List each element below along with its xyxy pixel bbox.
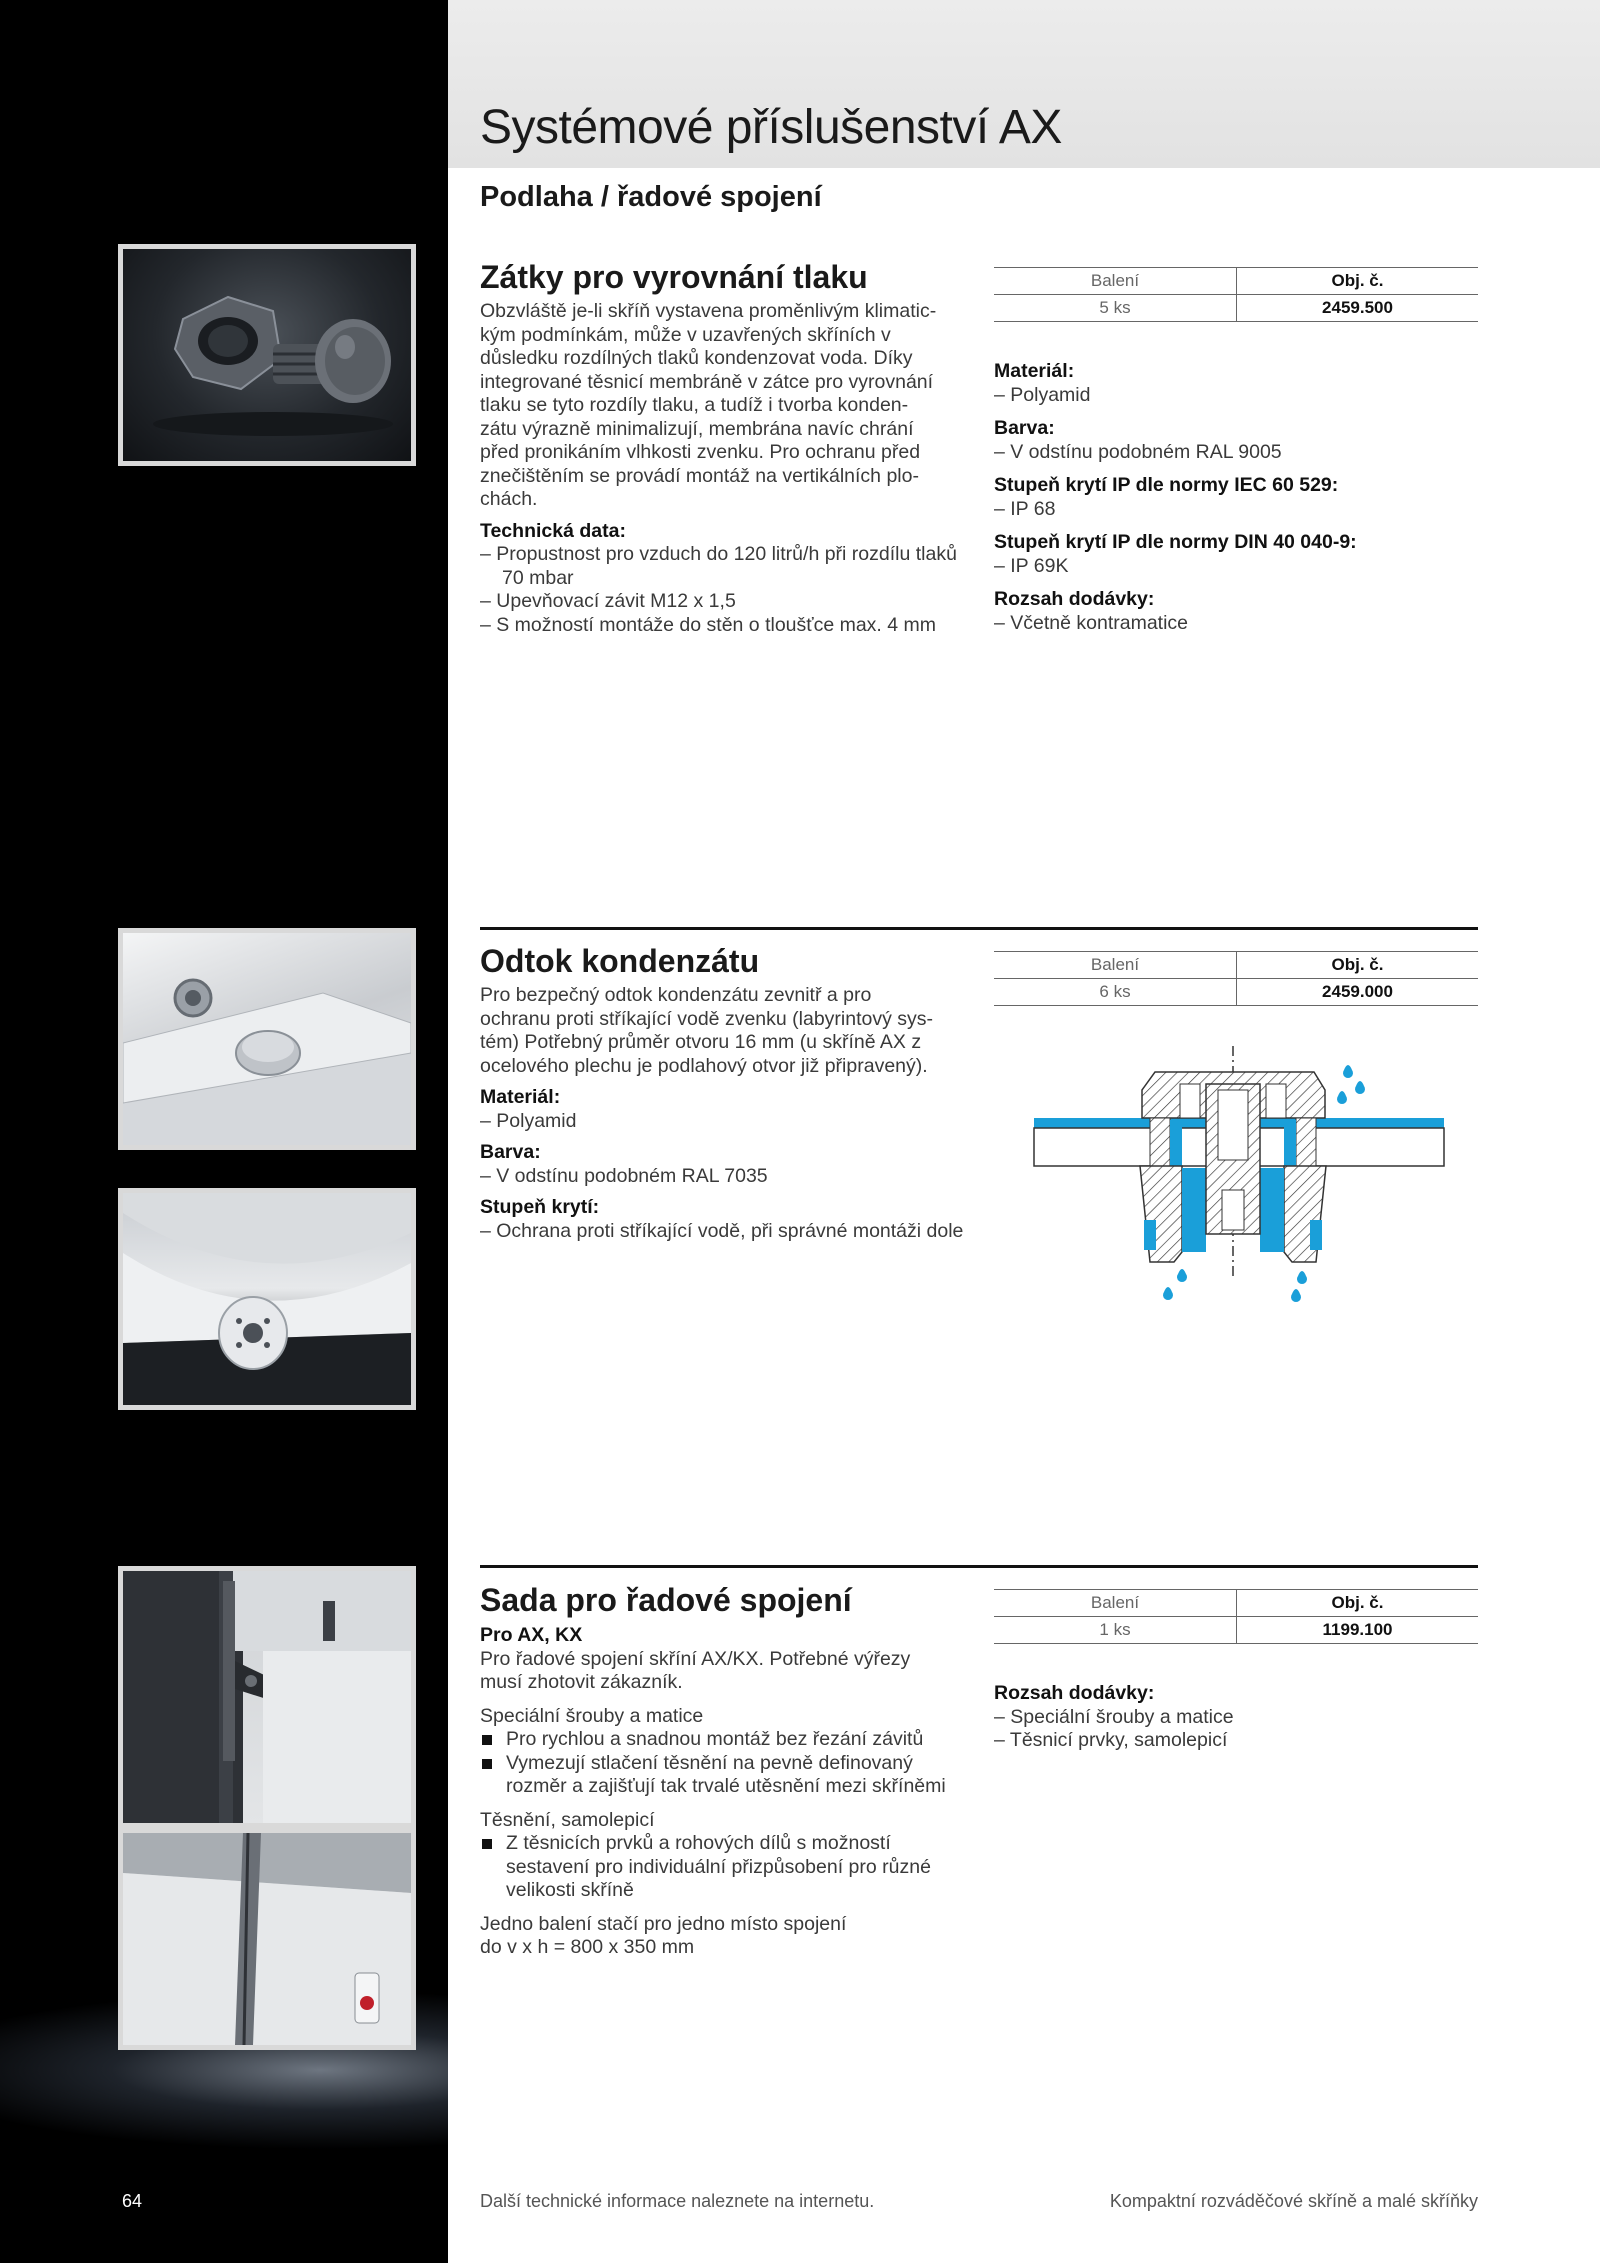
- desc-line: důsledku rozdílných tlaků kondenzovat voda. Díky: [480, 347, 913, 369]
- spec-heading: Materiál:: [994, 360, 1075, 382]
- order-table-baying-kit: [994, 1589, 1478, 1644]
- desc-line: znečištěním se provádí montáž na vertikálních plo-: [480, 464, 919, 487]
- section-title-pressure-plugs: Zátky pro vyrovnání tlaku: [480, 259, 868, 295]
- spec-heading: Barva:: [480, 1141, 541, 1163]
- col-header-pack: Balení: [994, 268, 1237, 295]
- pack-value: 1 ks: [994, 1617, 1237, 1644]
- footer-left-note: Další technické informace naleznete na internetu.: [480, 2191, 875, 2211]
- col-header-pack: Balení: [994, 1590, 1237, 1617]
- desc-line: ocelového plechu je podlahový otvor již připravený).: [480, 1054, 928, 1077]
- spec-heading: Rozsah dodávky:: [994, 588, 1155, 610]
- desc-line: zátu výrazně minimalizují, membrána navíc chrání: [480, 417, 914, 440]
- spec-heading: Stupeň krytí IP dle normy IEC 60 529:: [994, 474, 1339, 496]
- desc-line: chách.: [480, 488, 538, 510]
- scope-item: – Speciální šrouby a matice: [994, 1705, 1234, 1728]
- baying-kit-illustration-2: [123, 1833, 411, 2045]
- section-divider: [480, 927, 1478, 930]
- closing-line: do v x h = 800 x 350 mm: [480, 1936, 695, 1958]
- condensate-drain-photo-2: [118, 1188, 416, 1410]
- section-text-condensate-drain: [480, 984, 964, 1243]
- desc-line: ochranu proti stříkající vodě zvenku (labyrintový sys-: [480, 1007, 934, 1030]
- spec-heading: Stupeň krytí:: [480, 1196, 600, 1218]
- baying-subheading: Pro AX, KX: [480, 1624, 583, 1646]
- condensate-drain-illustration-1: [123, 933, 411, 1145]
- scope-item: – Těsnicí prvky, samolepicí: [994, 1729, 1228, 1751]
- bullet-item: Z těsnicích prvků a rohových dílů s možností sestavení pro individuální přizpůsobení pro různé velikosti skříně: [480, 1832, 956, 1903]
- spec-value: – Včetně kontramatice: [994, 611, 1189, 634]
- page-title: Systémové příslušenství AX: [480, 101, 1062, 154]
- spec-value: – V odstínu podobném RAL 7035: [480, 1164, 768, 1187]
- group-title: Speciální šrouby a matice: [480, 1704, 704, 1727]
- baying-kit-photo-2: [118, 1828, 416, 2050]
- bullet-item: Pro rychlou a snadnou montáž bez řezání závitů: [480, 1728, 980, 1752]
- section-text-baying-kit: [480, 1624, 980, 1960]
- baying-kit-illustration-1: [123, 1571, 411, 1823]
- intro-line: Pro řadové spojení skříní AX/KX. Potřebné výřezy: [480, 1647, 911, 1670]
- desc-line: tlaku se tyto rozdíly tlaku, a tudíž i tvorba konden-: [480, 394, 909, 416]
- col-header-order: Obj. č.: [1237, 268, 1479, 295]
- tech-item: – Upevňovací závit M12 x 1,5: [480, 590, 736, 612]
- tech-item: – S možností montáže do stěn o tloušťce max. 4 mm: [480, 613, 937, 636]
- intro-line: musí zhotovit zákazník.: [480, 1671, 683, 1693]
- page-number: 64: [122, 2191, 143, 2211]
- col-header-pack: Balení: [994, 952, 1237, 979]
- spec-heading: Barva:: [994, 417, 1055, 439]
- pack-value: 6 ks: [994, 979, 1237, 1006]
- spec-heading: Materiál:: [480, 1086, 561, 1108]
- tech-heading: Technická data:: [480, 519, 626, 542]
- pack-value: 5 ks: [994, 295, 1237, 322]
- spec-value: – Ochrana proti stříkající vodě, při správné montáži dole: [480, 1219, 964, 1242]
- pressure-plug-illustration: [123, 249, 411, 461]
- page-subtitle: Podlaha / řadové spojení: [480, 181, 822, 213]
- spec-heading: Stupeň krytí IP dle normy DIN 40 040-9:: [994, 531, 1357, 553]
- footer-right-note: Kompaktní rozváděčové skříně a malé skříňky: [1109, 2191, 1478, 2211]
- spec-value: – Polyamid: [994, 383, 1091, 406]
- col-header-order: Obj. č.: [1237, 952, 1479, 979]
- condensate-drain-cross-section: [1028, 1040, 1448, 1310]
- bullet-item: Vymezují stlačení těsnění na pevně definovaný rozměr a zajišťují tak trvalé utěsnění mezi skříněmi: [480, 1752, 976, 1799]
- scope-baying-kit: [994, 1672, 1478, 1753]
- desc-line: integrované těsnicí membráně v zátce pro vyrovnání: [480, 370, 934, 393]
- section-title-condensate-drain: Odtok kondenzátu: [480, 943, 760, 979]
- desc-line: před pronikáním vlhkosti zvenku. Pro ochranu před: [480, 441, 921, 463]
- order-table-pressure-plugs: [994, 267, 1478, 322]
- order-number: 2459.500: [1237, 295, 1479, 322]
- scope-heading: Rozsah dodávky:: [994, 1682, 1155, 1704]
- tech-item: – Propustnost pro vzduch do 120 litrů/h při rozdílu tlaků 70 mbar: [480, 543, 957, 589]
- condensate-drain-photo-1: [118, 928, 416, 1150]
- col-header-order: Obj. č.: [1237, 1590, 1479, 1617]
- order-table-condensate-drain: [994, 951, 1478, 1006]
- order-number: 1199.100: [1237, 1617, 1479, 1644]
- spec-value: – IP 68: [994, 497, 1056, 520]
- desc-line: Pro bezpečný odtok kondenzátu zevnitř a pro: [480, 984, 872, 1006]
- group-title: Těsnění, samolepicí: [480, 1808, 655, 1831]
- closing-line: Jedno balení stačí pro jedno místo spojení: [480, 1912, 847, 1935]
- section-text-pressure-plugs: [480, 300, 960, 637]
- section-title-baying-kit: Sada pro řadové spojení: [480, 1582, 852, 1618]
- pressure-plug-photo: [118, 244, 416, 466]
- desc-line: tém) Potřebný průměr otvoru 16 mm (u skříně AX z: [480, 1031, 922, 1053]
- desc-line: Obzvláště je-li skříň vystavena proměnlivým klimatic-: [480, 300, 937, 322]
- specs-pressure-plugs: [994, 350, 1478, 635]
- spec-value: – V odstínu podobném RAL 9005: [994, 440, 1282, 463]
- baying-kit-photo-1: [118, 1566, 416, 1828]
- condensate-drain-illustration-2: [123, 1193, 411, 1405]
- order-number: 2459.000: [1237, 979, 1479, 1006]
- desc-line: kým podmínkám, může v uzavřených skříních v: [480, 323, 891, 346]
- spec-value: – Polyamid: [480, 1109, 577, 1132]
- spec-value: – IP 69K: [994, 554, 1069, 577]
- section-divider: [480, 1565, 1478, 1568]
